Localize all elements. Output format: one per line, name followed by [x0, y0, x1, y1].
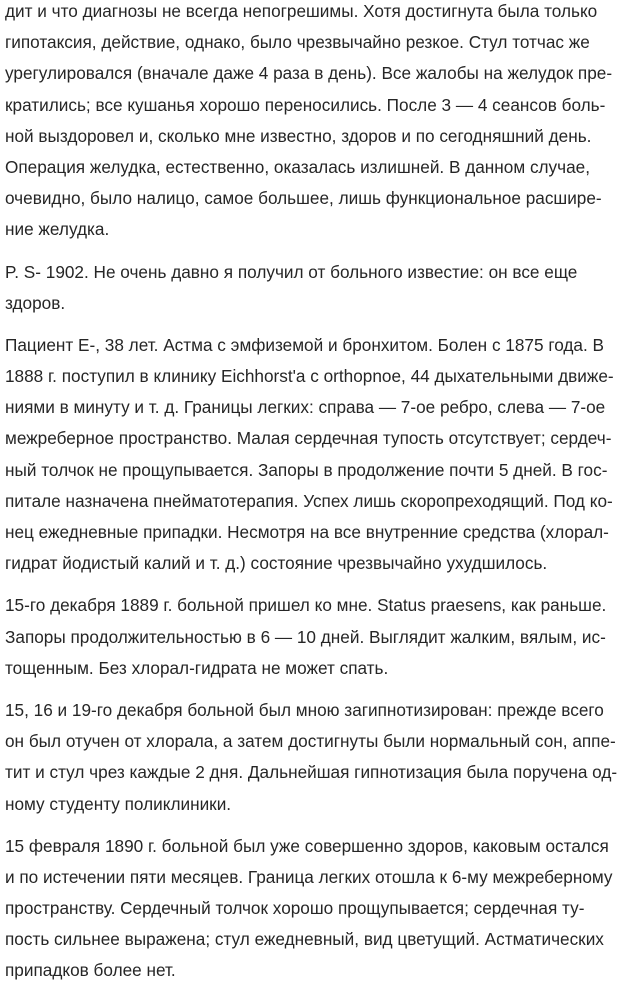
- paragraph-gap: [5, 579, 617, 590]
- paragraph-gap: [5, 684, 617, 695]
- text-line: 15-го декабря 1889 г. больной пришел ко мне. Status praesens, как раньше.: [5, 595, 607, 616]
- text-line: ниями в минуту и т. д. Границы легких: справа — 7-ое ребро, слева — 7-ое: [5, 397, 606, 418]
- paragraph-gap: [5, 246, 617, 257]
- text-line: Запоры продолжительностью в 6 — 10 дней. Выглядит жалким, вялым, ис-: [5, 626, 606, 647]
- text-line: здоров.: [5, 292, 66, 313]
- paragraph-6: [5, 831, 617, 987]
- text-line: пость сильнее выражена; стул ежедневный, вид цветущий. Астматических: [5, 929, 604, 950]
- paragraph-3: [5, 330, 617, 580]
- text-line: ному студенту поликлиники.: [5, 793, 232, 814]
- paragraph-2: [5, 257, 617, 319]
- text-line: тощенным. Без хлорал-гидрата не может спать.: [5, 657, 389, 678]
- paragraph-5: [5, 695, 617, 820]
- text-line: гидрат йодистый калий и т. д.) состояние чрезвычайно ухудшилось.: [5, 553, 548, 574]
- text-line: ный толчок не прощупывается. Запоры в продолжение почти 5 дней. В гос-: [5, 459, 608, 480]
- text-line: кратились; все кушанья хорошо переносились. После 3 — 4 сеансов боль-: [5, 94, 606, 115]
- paragraph-1: [5, 0, 617, 246]
- paragraph-4: [5, 590, 617, 684]
- text-line: 15, 16 и 19-го декабря больной был мною загипнотизирован: прежде всего: [5, 699, 604, 720]
- paragraph-gap: [5, 319, 617, 330]
- text-line: тит и стул чрез каждые 2 дня. Дальнейшая гипнотизация была поручена од-: [5, 762, 617, 783]
- text-line: урегулировался (вначале даже 4 раза в день). Все жалобы на желудок пре-: [5, 63, 613, 84]
- text-line: припадков более нет.: [5, 960, 176, 981]
- text-line: гипотаксия, действие, однако, было чрезвычайно резкое. Стул тотчас же: [5, 32, 590, 53]
- text-line: нец ежедневные припадки. Несмотря на все внутренние средства (хлорал-: [5, 522, 609, 542]
- text-line: Операция желудка, естественно, оказалась излишней. В данном случае,: [5, 156, 591, 177]
- text-line: питале назначена пнейматотерапия. Успех лишь скоропреходящий. Под ко-: [5, 490, 613, 511]
- text-line: он был отучен от хлорала, а затем достигнуты были нормальный сон, аппе-: [5, 731, 616, 752]
- text-line: пространству. Сердечный толчок хорошо прощупывается; сердечная ту-: [5, 898, 585, 919]
- text-line: дит и что диагнозы не всегда непогрешимы. Хотя достигнута была только: [5, 1, 598, 21]
- text-line: Пациент Е-, 38 лет. Астма с эмфиземой и бронхитом. Болен с 1875 года. В: [5, 334, 604, 355]
- text-line: ние желудка.: [5, 219, 110, 240]
- text-line: ной выздоровел и, сколько мне известно, здоров и по сегодняшний день.: [5, 125, 592, 146]
- text-line: P. S- 1902. Не очень давно я получил от больного известие: он все еще: [5, 261, 578, 282]
- document-page: [5, 0, 617, 987]
- text-line: и по истечении пяти месяцев. Граница легких отошла к 6-му межреберному: [5, 866, 613, 887]
- paragraph-gap: [5, 820, 617, 831]
- text-line: 15 февраля 1890 г. больной был уже совершенно здоров, каковым остался: [5, 835, 609, 856]
- text-line: очевидно, было налицо, самое большее, лишь функциональное расшире-: [5, 188, 602, 209]
- text-line: 1888 г. поступил в клинику Eichhorst'a с orthopnoe, 44 дыхательными движе-: [5, 366, 614, 387]
- text-line: межреберное пространство. Малая сердечная тупость отсутствует; сердеч-: [5, 428, 612, 449]
